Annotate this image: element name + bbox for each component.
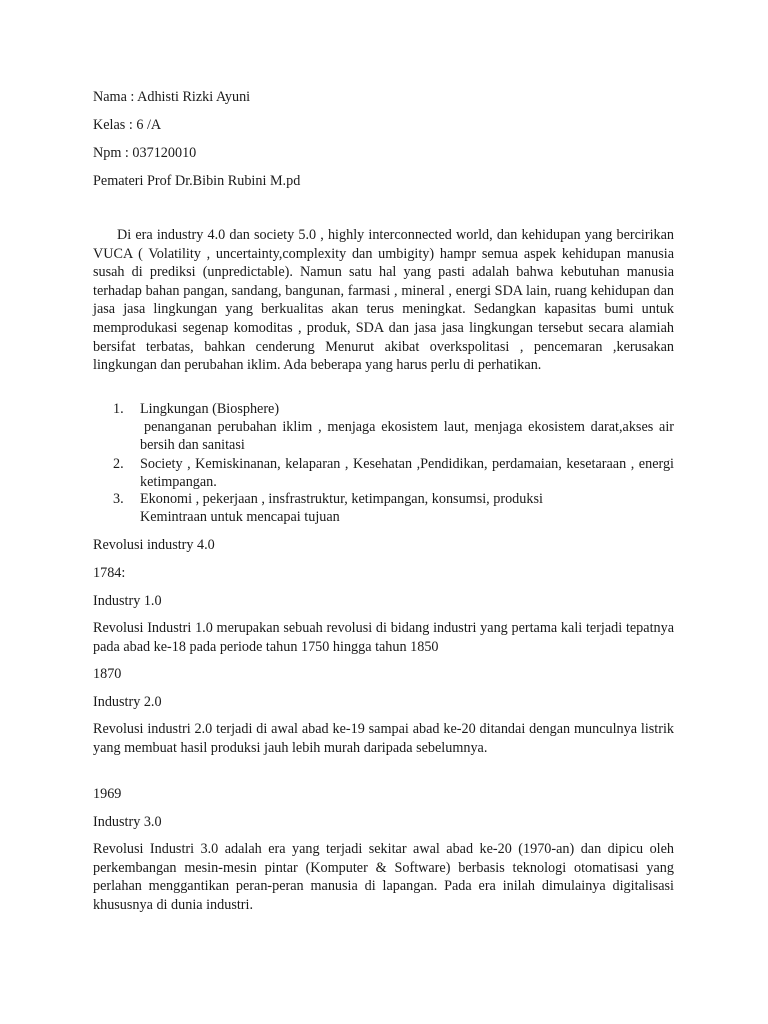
list-detail: penanganan perubahan iklim , menjaga ekosistem laut, menjaga ekosistem darat,akses air bersih dan sanitasi: [140, 419, 674, 453]
industry2-paragraph: Revolusi industri 2.0 terjadi di awal abad ke-19 sampai abad ke-20 ditandai dengan munculnya listrik yang membuat hasil produksi jauh lebih murah daripada sebelumnya.: [93, 721, 674, 756]
list-number: 1.: [113, 401, 124, 417]
list-number: 2.: [113, 456, 124, 472]
year-label: 1784:: [93, 565, 126, 581]
list-title: Society , Kemiskinanan, kelaparan , Kesehatan ,Pendidikan, perdamaian, kesetaraan , energi ketimpangan.: [140, 456, 674, 490]
student-class: Kelas : 6 /A: [93, 117, 162, 133]
industry1-paragraph: Revolusi Industri 1.0 merupakan sebuah revolusi di bidang industri yang pertama kali terjadi tepatnya pada abad ke-18 pada periode tahun 1750 hingga tahun 1850: [93, 620, 674, 655]
list-detail: Kemintraan untuk mencapai tujuan: [140, 509, 340, 525]
lecturer: Pemateri Prof Dr.Bibin Rubini M.pd: [93, 173, 301, 189]
section-title: Revolusi industry 4.0: [93, 537, 215, 553]
year-label: 1969: [93, 786, 122, 802]
list-item: [113, 455, 674, 491]
list-title: Ekonomi , pekerjaan , insfrastruktur, ketimpangan, konsumsi, produksi: [140, 491, 543, 507]
list-number: 3.: [113, 491, 124, 507]
list-title: Lingkungan (Biosphere): [140, 401, 280, 417]
year-label: 1870: [93, 666, 122, 682]
list-item: [113, 490, 674, 526]
industry3-paragraph: Revolusi Industri 3.0 adalah era yang terjadi sekitar awal abad ke-20 (1970-an) dan dipicu oleh perkembangan mesin-mesin pintar (Komputer & Software) berbasis teknologi otomatisasi yang perlahan menggantikan peran-peran manusia di lapangan. Pada era inilah dimulainya digitalisasi khususnya di dunia industri.: [93, 841, 674, 913]
student-name: Nama : Adhisti Rizki Ayuni: [93, 89, 251, 105]
section-title: Industry 2.0: [93, 694, 162, 710]
section-title: Industry 3.0: [93, 814, 162, 830]
intro-paragraph: Di era industry 4.0 dan society 5.0 , highly interconnected world, dan kehidupan yang bercirikan VUCA ( Volatility , uncertainty,complexity dan umbigity) hampr semua aspek kehidupan manusia susah di prediksi (unpredictable). Namun satu hal yang pasti adalah bahwa kebutuhan manusia terhadap bahan pangan, sandang, bangunan, farmasi , mineral , energi SDA lain, ruang kehidupan dan jasa jasa lingkungan yang berkualitas akan terus meningkat. Sedangkan kapasitas bumi untuk memprodukasi segenap komoditas , produk, SDA dan jasa jasa lingkungan tersebut secara alamiah bersifat terbatas, bahkan cenderung Menurut akibat overkspolitasi , pencemaran ,kerusakan lingkungan dan perubahan iklim. Ada beberapa yang harus perlu di perhatikan.: [93, 227, 674, 374]
list-item: [113, 400, 674, 454]
section-title: Industry 1.0: [93, 593, 162, 609]
student-npm: Npm : 037120010: [93, 145, 197, 161]
